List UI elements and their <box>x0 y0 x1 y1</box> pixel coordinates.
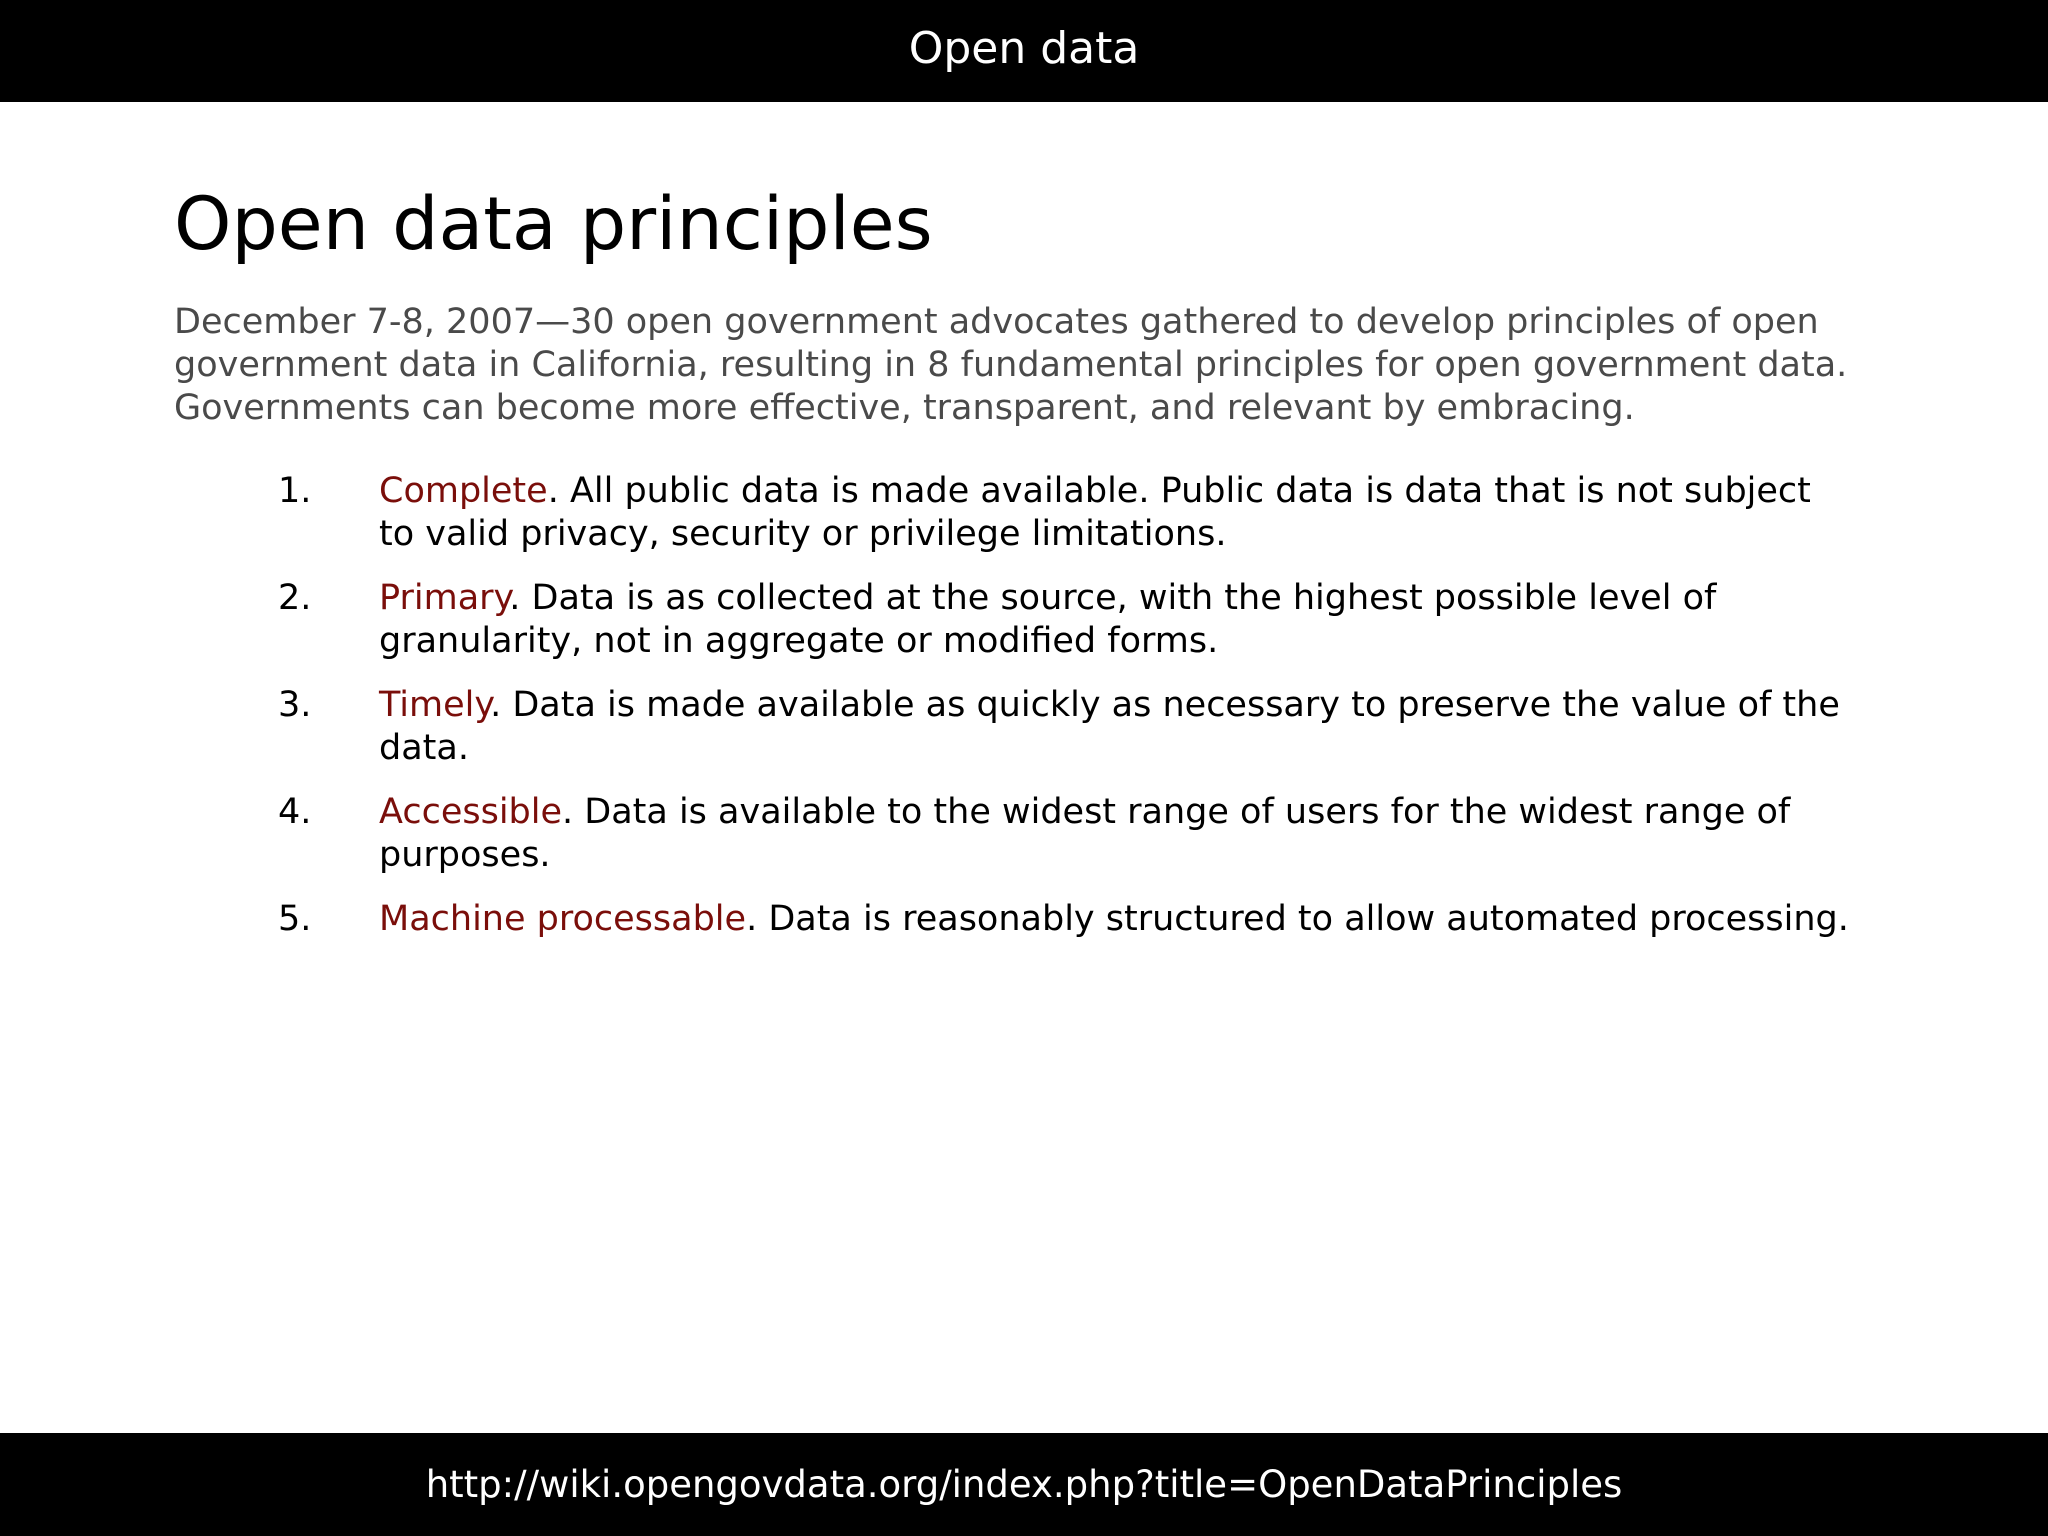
list-item <box>174 577 1874 663</box>
list-item-number: 4. <box>278 792 312 833</box>
list-item-text <box>379 791 1849 877</box>
principle-description: . Data is as collected at the source, with the highest possible level of granularity, not in aggregate or modified forms. <box>379 578 1717 662</box>
list-item <box>174 470 1874 556</box>
header-bar <box>0 0 2048 102</box>
principle-description: . Data is available to the widest range of users for the widest range of purposes. <box>379 792 1791 876</box>
intro-paragraph: December 7-8, 2007—30 open government advocates gathered to develop principles of open government data in California, resulting in 8 fundamental principles for open government data. Governments can become more effective, transparent, and relevant by embracing. <box>174 302 1848 429</box>
principle-term: Machine processable <box>379 899 747 940</box>
principle-term: Timely <box>379 685 491 726</box>
list-item-number: 3. <box>278 685 312 726</box>
list-item-text <box>379 684 1849 770</box>
slide-content <box>174 182 1874 962</box>
list-item <box>174 684 1874 770</box>
footer-bar <box>0 1433 2048 1536</box>
source-url: http://wiki.opengovdata.org/index.php?title=OpenDataPrinciples <box>425 1463 1623 1506</box>
principle-term: Primary <box>379 578 510 619</box>
list-item-number: 2. <box>278 578 312 619</box>
header-title: Open data <box>908 23 1140 74</box>
list-item-text <box>379 898 1849 941</box>
list-item <box>174 898 1874 941</box>
principle-term: Accessible <box>379 792 563 833</box>
principle-description: . All public data is made available. Public data is data that is not subject to valid privacy, security or privilege limitations. <box>379 471 1811 555</box>
principle-description: . Data is made available as quickly as necessary to preserve the value of the data. <box>379 685 1840 769</box>
principle-description: . Data is reasonably structured to allow automated processing. <box>746 899 1849 940</box>
list-item-number: 1. <box>278 471 312 512</box>
list-item <box>174 791 1874 877</box>
principle-term: Complete <box>379 471 548 512</box>
page-title: Open data principles <box>174 182 933 267</box>
principles-list <box>174 470 1874 941</box>
list-item-number: 5. <box>278 899 312 940</box>
list-item-text <box>379 577 1849 663</box>
list-item-text <box>379 470 1849 556</box>
